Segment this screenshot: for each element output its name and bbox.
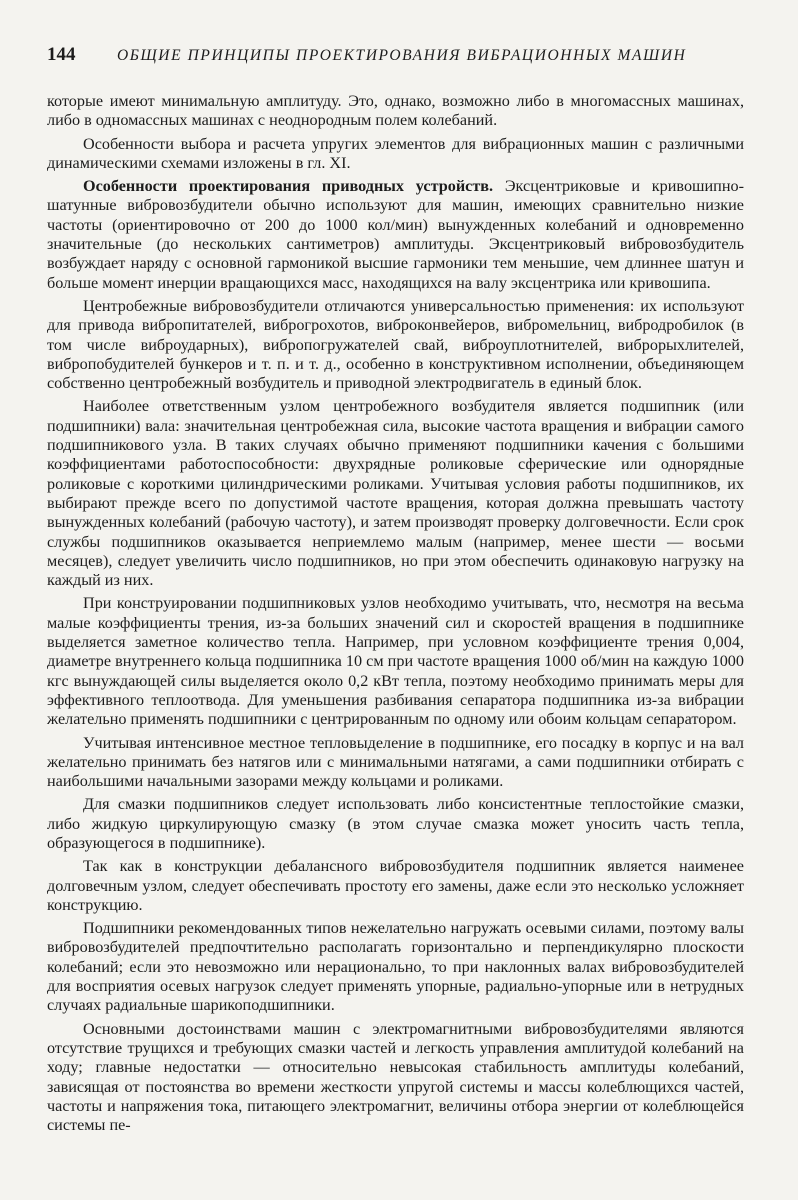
paragraph: Особенности выбора и расчета упругих элементов для вибрационных машин с различными динамическими схемами изложены в гл. XI. xyxy=(47,134,744,172)
paragraph: Учитывая интенсивное местное тепловыделение в подшипнике, его посадку в корпус и на вал желательно принимать без натягов или с минимальными натягами, а сами подшипники отбирать с наибольшими начальными зазорами между кольцами и роликами. xyxy=(47,733,744,791)
paragraph: Для смазки подшипников следует использовать либо консистентные теплостойкие смазки, либо жидкую циркулирующую смазку (в этом случае смазка может уносить часть тепла, образующегося в подшипнике). xyxy=(47,795,744,852)
paragraph: Центробежные вибровозбудители отличаются универсальностью применения: их используют для привода вибропитателей, виброгрохотов, виброконвейеров, вибромельниц, вибродробилок (в том числе виброударных), вибропогружателей свай, виброуплотнителей, виброрыхлителей, вибропобудителей бункеров и т. п. и т. д., особенно в конструктивном исполнении, объединяющем собственно центробежный возбудитель и приводной электродвигатель в единый блок. xyxy=(47,296,744,393)
running-title: ОБЩИЕ ПРИНЦИПЫ ПРОЕКТИРОВАНИЯ ВИБРАЦИОННЫХ МАШИН xyxy=(117,47,687,64)
paragraph: Основными достоинствами машин с электромагнитными вибровозбудителями являются отсутствие трущихся и требующих смазки частей и легкость управления амплитудой колебаний на ходу; главные недостатки — относительно невысокая стабильность амплитуды колебаний, зависящая от постоянства во времени жесткости упругой системы и массы колеблющихся частей, частоты и напряжения тока, питающего электромагнит, величины отбора энергии от колеблющейся системы пе- xyxy=(47,1019,744,1135)
page-number: 144 xyxy=(47,44,76,65)
paragraph: Особенности проектирования приводных устройств. Эксцентриковые и кривошипно-шатунные вибровозбудители обычно используют для машин, имеющих сравнительно низкие частоты (ориентировочно от 200 до 1000 кол/мин) вынужденных колебаний и одновременно значительные (до нескольких сантиметров) амплитуды. Эксцентриковый вибровозбудитель возбуждает наряду с основной гармоникой высшие гармоники тем меньшие, чем длиннее шатун и больше момент инерции вращающихся масс, находящихся на валу эксцентрика или кривошипа. xyxy=(47,177,744,292)
paragraph: При конструировании подшипниковых узлов необходимо учитывать, что, несмотря на весьма малые коэффициенты трения, из-за больших значений сил и скоростей вращения в подшипнике выделяется заметное количество тепла. Например, при условном коэффициенте трения 0,004, диаметре внутреннего кольца подшипника 10 см при частоте вращения 1000 об/мин на каждую 1000 кгс вынуждающей силы выделяется около 0,2 кВт тепла, поэтому необходимо принимать меры для эффективного теплоотвода. Для уменьшения разбивания сепаратора подшипника из-за вибрации желательно применять подшипники с центрированным по одному или обоим кольцам сепаратором. xyxy=(47,594,744,729)
paragraph: Так как в конструкции дебалансного вибровозбудителя подшипник является наименее долговечным узлом, следует обеспечивать простоту его замены, даже если это несколько усложняет конструкцию. xyxy=(47,857,744,914)
body-text xyxy=(47,92,744,1135)
section-runin-heading: Особенности проектирования приводных устройств. xyxy=(83,177,494,196)
paragraph: которые имеют минимальную амплитуду. Это, однако, возможно либо в многомассных машинах, либо в одномассных машинах с неоднородным полем колебаний. xyxy=(47,92,744,130)
page-header xyxy=(47,44,744,82)
paragraph: Подшипники рекомендованных типов нежелательно нагружать осевыми силами, поэтому валы вибровозбудителей предпочтительно располагать горизонтально и перпендикулярно плоскости колебаний; если это невозможно или нерационально, то при наклонных валах вибровозбудителей для восприятия осевых нагрузок следует применять упорные, радиально-упорные или в нетрудных случаях радиальные шарикоподшипники. xyxy=(47,919,744,1015)
paragraph: Наиболее ответственным узлом центробежного возбудителя является подшипник (или подшипники) вала: значительная центробежная сила, высокие частота вращения и вибрации самого подшипникового узла. В таких случаях обычно применяют подшипники качения с большими коэффициентами работоспособности: двухрядные роликовые сферические или однорядные роликовые с короткими цилиндрическими роликами. Учитывая условия работы подшипников, их выбирают прежде всего по допустимой частоте вращения, которая должна превышать частоту вынужденных колебаний (рабочую частоту), и затем производят проверку долговечности. Если срок службы подшипников оказывается неприемлемо малым (например, менее шести — восьми месяцев), следует увеличить число подшипников, но при этом обеспечить одинаковую нагрузку на каждый из них. xyxy=(47,397,744,590)
